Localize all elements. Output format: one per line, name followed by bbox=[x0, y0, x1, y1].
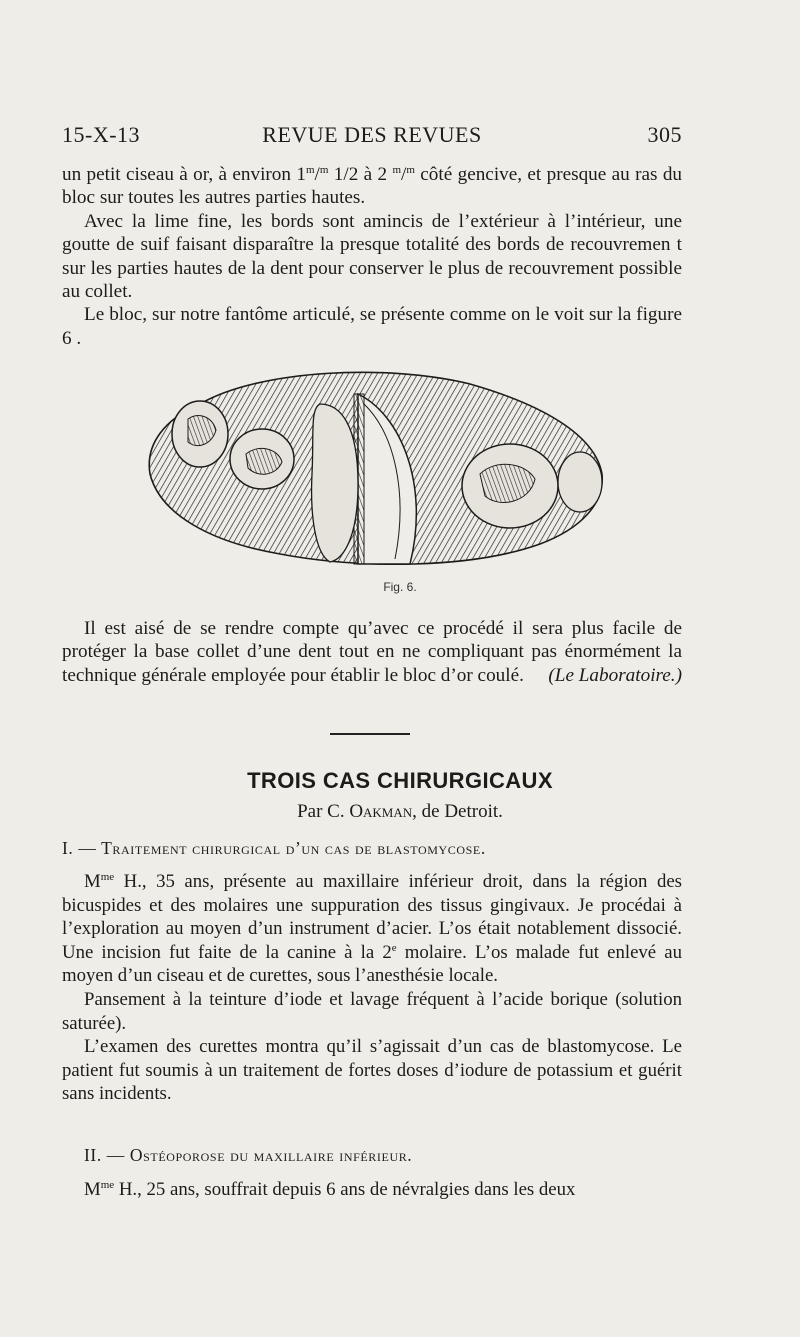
section-heading-2: II. — Ostéoporose du maxillaire inférieur. bbox=[84, 1145, 413, 1165]
case-1-paragraph-3: L’examen des curettes montra qu’il s’agissait d’un cas de blastomycose. Le patient fut soumis à un traitement de fortes doses d’iodure de potassium et guérit sans incidents. bbox=[62, 1036, 682, 1105]
case-1-paragraph-1: $M^{me}$ H., 35 ans, présente au maxillaire inférieur droit, dans la région des bicuspides et des molaires une suppuration des tissus gingivaux. Je procédai à l’exploration au moyen d’un instrument d’acier. L’os était notablement dissocié. Une incision fut faite de la canine à la 2e molaire. L’os malade fut enlevé au moyen d’un ciseau et de curettes, sous l’anesthésie locale. bbox=[62, 871, 682, 987]
intro-paragraph-3: Le bloc, sur notre fantôme articulé, se présente comme on le voit sur la figure 6 . bbox=[62, 304, 682, 349]
article-byline: Par C. Oakman, de Detroit. bbox=[297, 801, 503, 822]
section-heading-1: I. — Traitement chirurgical d’un cas de blastomycose. bbox=[62, 838, 486, 858]
after-figure-text bbox=[62, 617, 682, 687]
page-number: 305 bbox=[647, 122, 682, 147]
header-date: 15-X-13 bbox=[62, 122, 141, 147]
case-2-paragraph-1: $M^{me}$ H., 25 ans, souffrait depuis 6 ans de névralgies dans les deux bbox=[84, 1179, 576, 1200]
last-molar bbox=[558, 452, 602, 512]
section-1-text bbox=[62, 870, 682, 1106]
header-journal-title: REVUE DES REVUES bbox=[262, 122, 482, 147]
intro-paragraph-2: Avec la lime fine, les bords sont amincis de l’extérieur à l’intérieur, une goutte de suif faisant disparaître la presque totalité des bords de recouvremen t sur les parties hautes de la dent pour conserver le plus de recouvrement possible au collet. bbox=[62, 210, 682, 303]
running-header bbox=[62, 122, 682, 152]
case-1-paragraph-2: Pansement à la teinture d’iode et lavage fréquent à l’acide borique (solution saturée). bbox=[62, 988, 682, 1034]
intro-text bbox=[62, 163, 682, 350]
author-name: Oakman bbox=[349, 801, 413, 822]
intro-paragraph-1: un petit ciseau à or, à environ 1$^m$/$^m$ 1/2 à 2 $^m$/$^m$ côté gencive, et presque au ras du bloc sur toutes les autres parties hautes. bbox=[62, 164, 683, 209]
figure-caption: Fig. 6. bbox=[383, 580, 417, 594]
source-citation: (Le Laboratoire.) bbox=[548, 664, 682, 686]
section-2-text bbox=[62, 1178, 682, 1202]
after-figure-paragraph: Il est aisé de se rendre compte qu’avec ce procédé il sera plus facile de protéger la base collet d’une dent tout en ne compliquant pas énormément la technique générale employée pour établir le bloc d’or coulé. (Le Laboratoire.) bbox=[62, 618, 682, 686]
article-title: TROIS CAS CHIRURGICAUX bbox=[247, 768, 553, 793]
dental-block-illustration bbox=[140, 364, 610, 574]
separator-rule bbox=[330, 733, 410, 735]
